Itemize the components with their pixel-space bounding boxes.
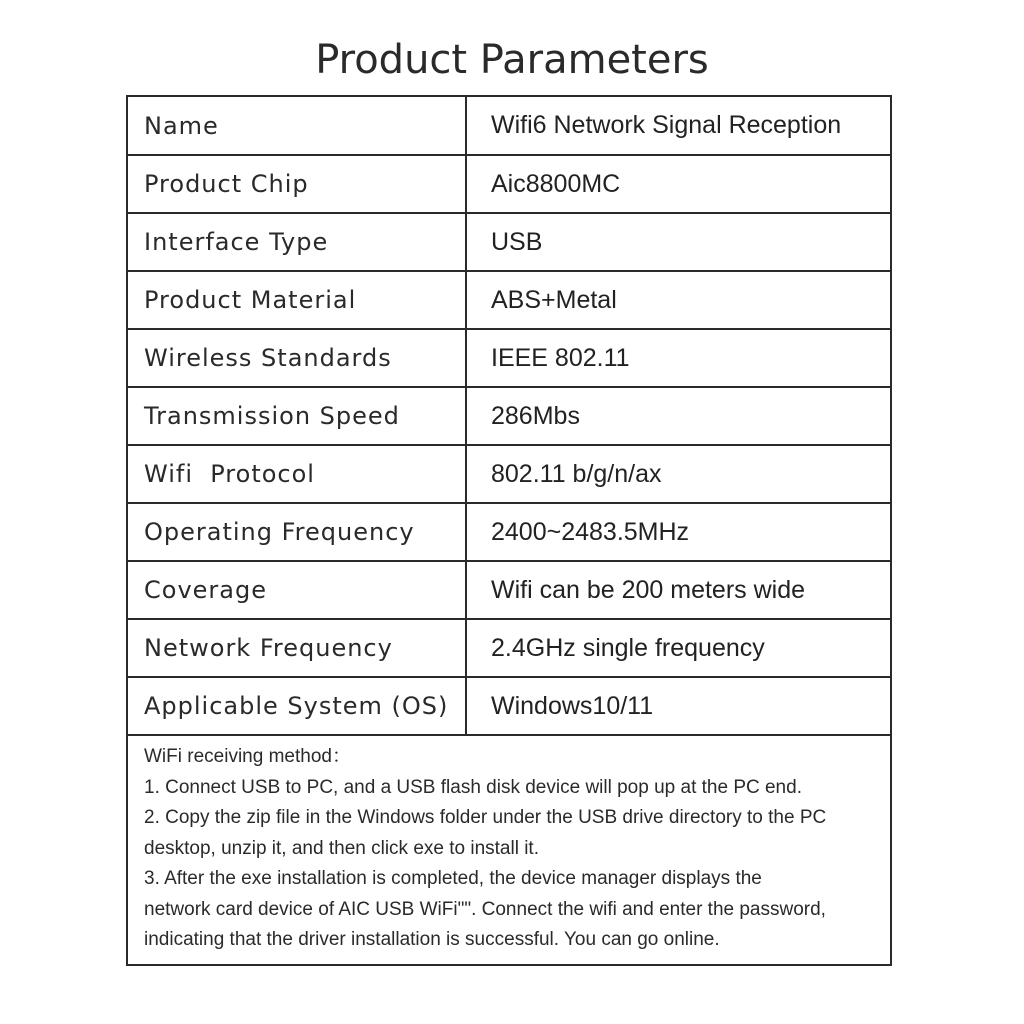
notes-step-3-line-2: network card device of AIC USB WiFi"". Connect the wifi and enter the password,	[144, 898, 826, 920]
notes-step-1: 1. Connect USB to PC, and a USB flash disk device will pop up at the PC end.	[144, 776, 802, 798]
param-value-transmission-speed: 286Mbs	[466, 387, 890, 445]
table-row	[128, 503, 890, 561]
param-label-applicable-system: Applicable System (OS)	[128, 677, 466, 735]
param-value-operating-frequency: 2400~2483.5MHz	[466, 503, 890, 561]
notes-heading: WiFi receiving method：	[144, 746, 351, 767]
notes-step-3-line-3: indicating that the driver installation is successful. You can go online.	[144, 929, 720, 950]
table-row	[128, 329, 890, 387]
param-value-applicable-system: Windows10/11	[466, 677, 890, 735]
notes-step-3-line-1: 3. After the exe installation is completed, the device manager displays the	[144, 868, 762, 889]
param-label-wifi-protocol: Wifi Protocol	[128, 445, 466, 503]
param-value-product-material: ABS+Metal	[466, 271, 890, 329]
table-row	[128, 97, 890, 155]
installation-notes	[128, 736, 890, 964]
param-value-network-frequency: 2.4GHz single frequency	[466, 619, 890, 677]
table-row	[128, 387, 890, 445]
param-label-wireless-standards: Wireless Standards	[128, 329, 466, 387]
param-value-name: Wifi6 Network Signal Reception	[466, 97, 890, 155]
param-label-transmission-speed: Transmission Speed	[128, 387, 466, 445]
page-title: Product Parameters	[315, 37, 709, 83]
param-value-interface-type: USB	[466, 213, 890, 271]
param-label-product-chip: Product Chip	[128, 155, 466, 213]
param-label-product-material: Product Material	[128, 271, 466, 329]
table-row	[128, 445, 890, 503]
notes-step-2-line-2: desktop, unzip it, and then click exe to install it.	[144, 837, 539, 859]
param-label-interface-type: Interface Type	[128, 213, 466, 271]
table-row	[128, 271, 890, 329]
parameters-table	[128, 97, 890, 736]
parameters-table-frame	[126, 95, 892, 966]
table-row	[128, 619, 890, 677]
table-row	[128, 155, 890, 213]
param-value-product-chip: Aic8800MC	[466, 155, 890, 213]
notes-step-2-line-1: 2. Copy the zip file in the Windows folder under the USB drive directory to the PC	[144, 807, 827, 828]
table-row	[128, 561, 890, 619]
table-row	[128, 213, 890, 271]
table-row	[128, 677, 890, 735]
param-label-operating-frequency: Operating Frequency	[128, 503, 466, 561]
param-value-wireless-standards: IEEE 802.11	[466, 329, 890, 387]
param-value-coverage: Wifi can be 200 meters wide	[466, 561, 890, 619]
param-label-coverage: Coverage	[128, 561, 466, 619]
param-label-network-frequency: Network Frequency	[128, 619, 466, 677]
param-label-name: Name	[128, 97, 466, 155]
param-value-wifi-protocol: 802.11 b/g/n/ax	[466, 445, 890, 503]
